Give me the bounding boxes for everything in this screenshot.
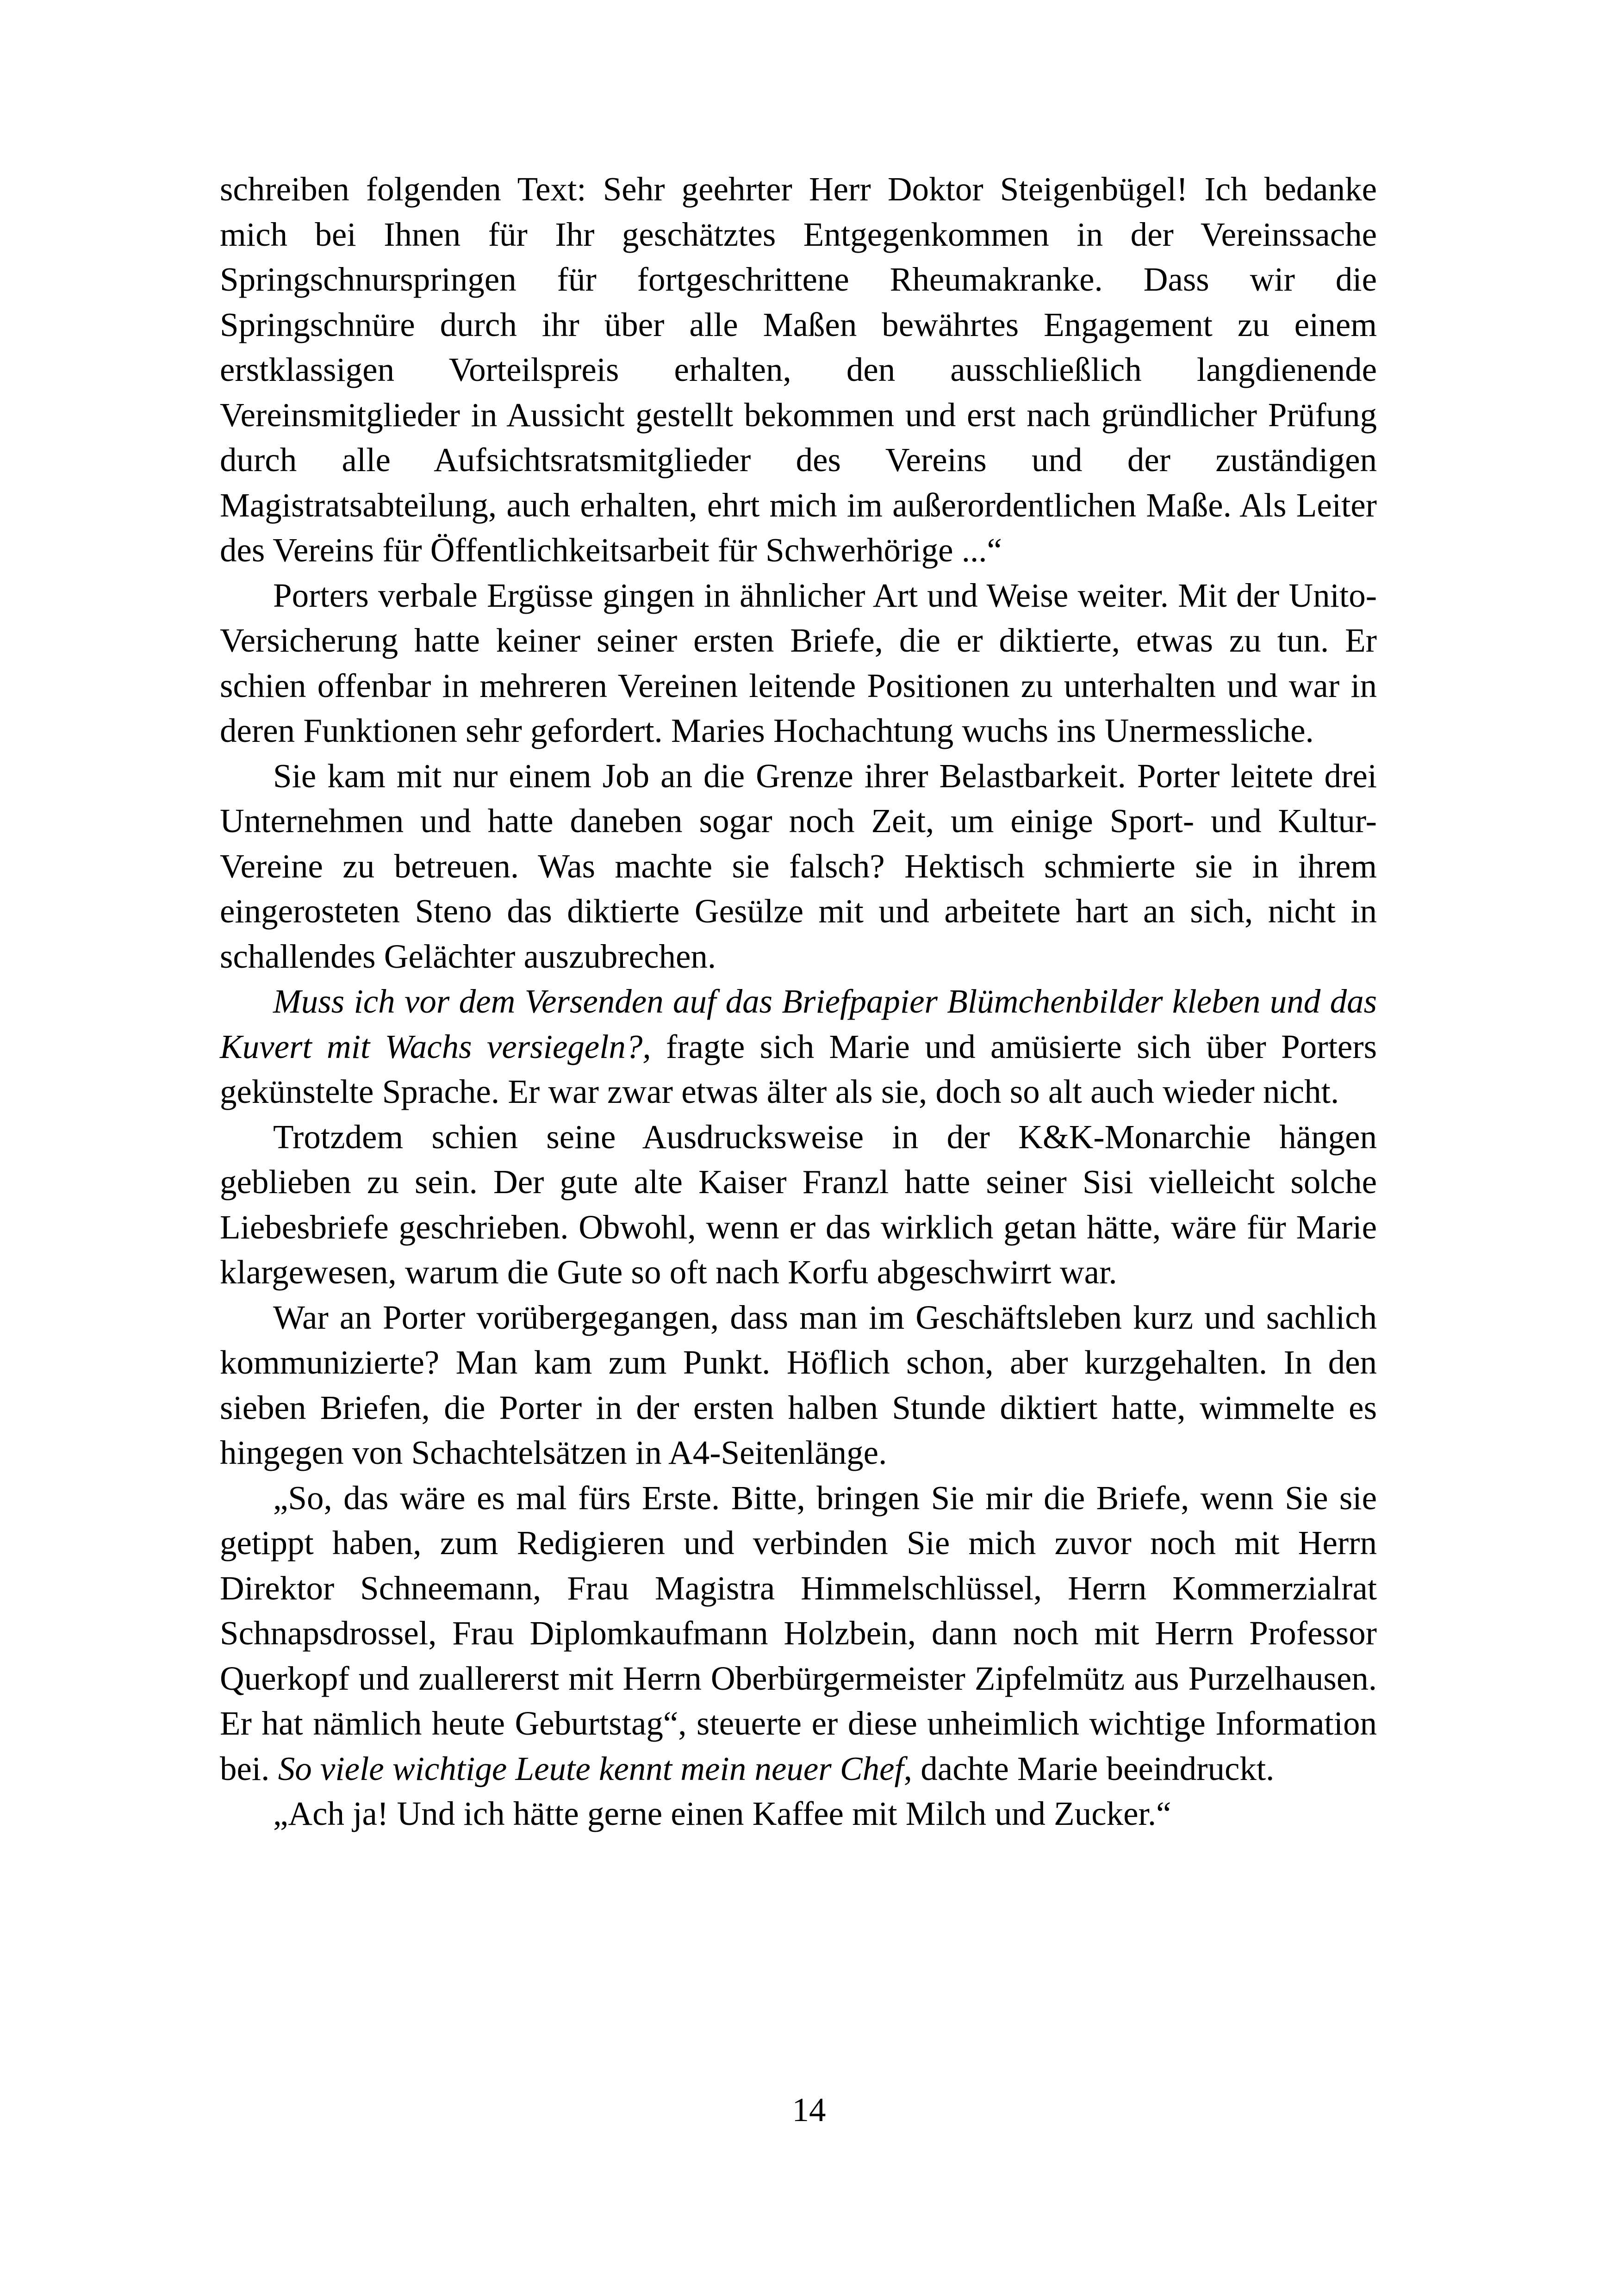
paragraph-8-text: „Ach ja! Und ich hätte gerne einen Kaffee mit Milch und Zucker.“ — [273, 1795, 1171, 1832]
paragraph-3-text: Sie kam mit nur einem Job an die Grenze ihrer Belastbarkeit. Porter leitete drei Unternehmen und hatte daneben sogar noch Zeit, um einige Sport- und Kultur-Vereine zu betreuen. Was machte sie falsch? Hektisch schmierte sie in ihrem eingerosteten Steno das diktierte Gesülze mit und arbeitete hart an sich, nicht in schallendes Gelächter auszubrechen. — [220, 757, 1377, 975]
page-number: 14 — [792, 2091, 826, 2128]
paragraph-4 — [220, 979, 1377, 1114]
paragraph-1-text: schreiben folgenden Text: Sehr geehrter Herr Doktor Steigenbügel! Ich bedanke mich bei Ihnen für Ihr geschätztes Entgegenkommen in der Vereinssache Springschnurspringen für fortgeschrittene Rheumakranke. Dass wir die Springschnüre durch ihr über alle Maßen bewährtes Engagement zu einem erstklassigen Vorteilspreis erhalten, den ausschließlich langdienende Vereinsmitglieder in Aussicht gestellt bekommen und erst nach gründlicher Prüfung durch alle Aufsichtsratsmitglieder des Vereins und der zuständigen Magistratsabteilung, auch erhalten, ehrt mich im außerordentlichen Maße. Als Leiter des Vereins für Öffentlichkeitsarbeit für Schwerhörige ...“ — [220, 170, 1377, 569]
paragraph-7-text-end: , dachte Marie beeindruckt. — [903, 1749, 1275, 1787]
paragraph-8 — [220, 1791, 1377, 1836]
paragraph-5 — [220, 1114, 1377, 1295]
paragraph-5-text: Trotzdem schien seine Ausdrucksweise in der K&K-Monarchie hängen geblieben zu sein. Der gute alte Kaiser Franzl hatte seiner Sisi vielleicht solche Liebesbriefe geschrieben. Obwohl, wenn er das wirklich getan hätte, wäre für Marie klargewesen, warum die Gute so oft nach Korfu abgeschwirrt war. — [220, 1118, 1377, 1291]
paragraph-1 — [220, 167, 1377, 573]
paragraph-2 — [220, 573, 1377, 753]
paragraph-4-thought: Muss ich vor dem Versenden auf das Briefpapier Blümchenbilder kleben und das Kuvert mit Wachs versiegeln?, — [220, 983, 1377, 1065]
paragraph-4-text: fragte sich Marie und amüsierte sich über Porters gekünstelte Sprache. Er war zwar etwas älter als sie, doch so alt auch wieder nicht. — [220, 1027, 1377, 1110]
paragraph-7-thought: So viele wichtige Leute kennt mein neuer Chef — [278, 1749, 904, 1787]
body-text — [220, 167, 1377, 1836]
paragraph-7 — [220, 1475, 1377, 1792]
paragraph-6 — [220, 1295, 1377, 1475]
paragraph-3 — [220, 753, 1377, 979]
paragraph-2-text: Porters verbale Ergüsse gingen in ähnlicher Art und Weise weiter. Mit der Unito-Versicherung hatte keiner seiner ersten Briefe, die er diktierte, etwas zu tun. Er schien offenbar in mehreren Vereinen leitende Positionen zu unterhalten und war in deren Funktionen sehr gefordert. Maries Hochachtung wuchs ins Unermessliche. — [220, 576, 1377, 749]
paragraph-6-text: War an Porter vorübergegangen, dass man im Geschäftsleben kurz und sachlich kommunizierte? Man kam zum Punkt. Höflich schon, aber kurzgehalten. In den sieben Briefen, die Porter in der ersten halben Stunde diktiert hatte, wimmelte es hingegen von Schachtelsätzen in A4-Seitenlänge. — [220, 1298, 1377, 1471]
paragraph-7-text: „So, das wäre es mal fürs Erste. Bitte, bringen Sie mir die Briefe, wenn Sie sie getippt haben, zum Redigieren und verbinden Sie mich zuvor noch mit Herrn Direktor Schneemann, Frau Magistra Himmelschlüssel, Herrn Kommerzialrat Schnapsdrossel, Frau Diplomkaufmann Holzbein, dann noch mit Herrn Professor Querkopf und zuallererst mit Herrn Oberbürgermeister Zipfelmütz aus Purzelhausen. Er hat nämlich heute Geburtstag“, steuerte er diese unheimlich wichtige Information bei. — [220, 1479, 1377, 1787]
